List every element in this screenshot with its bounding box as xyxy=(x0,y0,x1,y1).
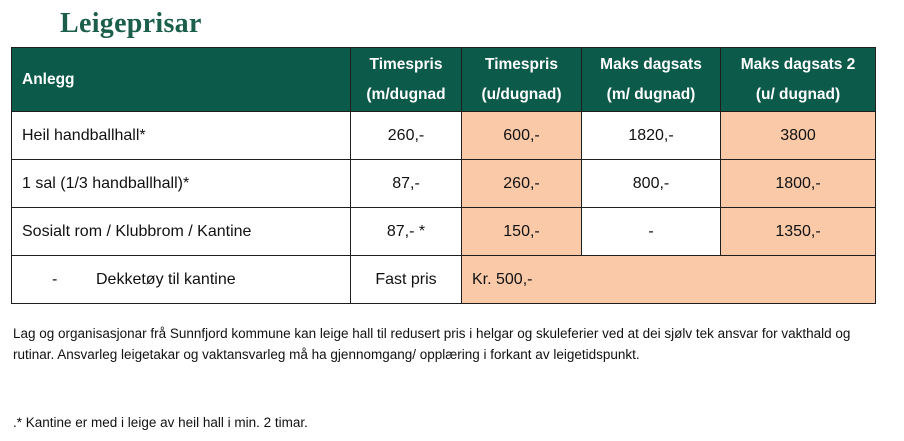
cell-maks-dagsats: - xyxy=(582,208,721,256)
row-name-text: Dekketøy til kantine xyxy=(96,270,236,288)
cell-timespris-u-dugnad: 600,- xyxy=(462,112,582,160)
price-table xyxy=(11,47,876,304)
row-name: 1 sal (1/3 handballhall)* xyxy=(12,160,351,208)
cell-timespris-u-dugnad: 260,- xyxy=(462,160,582,208)
row-name xyxy=(12,256,351,304)
header-anlegg: Anlegg xyxy=(12,48,351,112)
cell-timespris-m-dugnad: 87,- xyxy=(351,160,462,208)
cell-maks-dagsats-2: 1800,- xyxy=(721,160,876,208)
row-name: Sosialt rom / Klubbrom / Kantine xyxy=(12,208,351,256)
cell-maks-dagsats: 800,- xyxy=(582,160,721,208)
header-maks-dagsats: Maks dagsats (m/ dugnad) xyxy=(582,48,721,112)
table-row xyxy=(12,256,876,304)
row-name: Heil handballhall* xyxy=(12,112,351,160)
footnote: .* Kantine er med i leige av heil hall i min. 2 timar. xyxy=(13,415,308,430)
info-paragraph: Lag og organisasjonar frå Sunnfjord kommune kan leige hall til redusert pris i helgar og skuleferier ved at dei sjølv tek ansvar for vakthald og rutinar. Ansvarleg leigetakar og vaktansvarleg må ha gjennomgang/ opplæring i forkant av leigetidspunkt. xyxy=(13,326,851,362)
cell-maks-dagsats-2: 1350,- xyxy=(721,208,876,256)
cell-maks-dagsats: 1820,- xyxy=(582,112,721,160)
table-row xyxy=(12,208,876,256)
cell-timespris-u-dugnad: 150,- xyxy=(462,208,582,256)
cell-timespris-m-dugnad: 87,- * xyxy=(351,208,462,256)
cell-fixed-price: Kr. 500,- xyxy=(462,256,876,304)
header-timespris-m-dugnad: Timespris (m/dugnad xyxy=(351,48,462,112)
table-row xyxy=(12,112,876,160)
header-maks-dagsats-2: Maks dagsats 2 (u/ dugnad) xyxy=(721,48,876,112)
table-row xyxy=(12,160,876,208)
cell-timespris-m-dugnad: Fast pris xyxy=(351,256,462,304)
header-timespris-u-dugnad: Timespris (u/dugnad) xyxy=(462,48,582,112)
table-header-row xyxy=(12,48,876,112)
list-dash: - xyxy=(52,270,58,288)
cell-maks-dagsats-2: 3800 xyxy=(721,112,876,160)
cell-timespris-m-dugnad: 260,- xyxy=(351,112,462,160)
page-title: Leigeprisar xyxy=(60,8,202,39)
